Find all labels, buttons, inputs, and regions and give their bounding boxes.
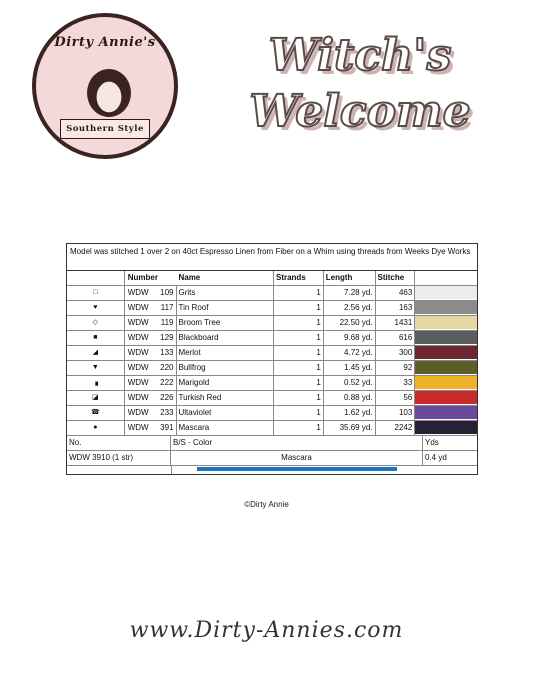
floss-stitches: 1431 <box>376 316 416 330</box>
floss-length: 1.45 yd. <box>324 361 376 375</box>
header-stitches: Stitche <box>376 271 416 285</box>
floss-number: 233 <box>153 406 177 420</box>
floss-strands: 1 <box>274 391 324 405</box>
floss-color-swatch <box>415 301 477 315</box>
floss-color-swatch <box>415 361 477 375</box>
floss-length: 7.28 yd. <box>324 286 376 300</box>
brand-logo <box>32 13 178 159</box>
floss-name: Marigold <box>177 376 275 390</box>
floss-number: 226 <box>153 391 177 405</box>
floss-length: 9.68 yd. <box>324 331 376 345</box>
floss-brand: WDW <box>127 318 149 327</box>
floss-brand: WDW <box>127 303 149 312</box>
floss-symbol: ● <box>67 421 125 435</box>
floss-strands: 1 <box>274 301 324 315</box>
floss-name: Ultaviolet <box>177 406 275 420</box>
floss-brand: WDW <box>127 393 149 402</box>
backstitch-header-color: B/S - Color <box>171 436 423 450</box>
floss-strands: 1 <box>274 346 324 360</box>
floss-stitches: 33 <box>376 376 416 390</box>
floss-rows <box>67 286 477 436</box>
floss-stitches: 103 <box>376 406 416 420</box>
floss-symbol: ▼ <box>67 361 125 375</box>
floss-brand: WDW <box>127 423 149 432</box>
floss-color-swatch <box>415 391 477 405</box>
floss-number: 129 <box>153 331 177 345</box>
floss-symbol: □ <box>67 286 125 300</box>
backstitch-line-swatch <box>197 467 397 471</box>
floss-number: 220 <box>153 361 177 375</box>
floss-length: 1.62 yd. <box>324 406 376 420</box>
floss-length: 0.52 yd. <box>324 376 376 390</box>
floss-brand: WDW <box>127 288 149 297</box>
header-strands: Strands <box>274 271 324 285</box>
stitching-note: Model was stitched 1 over 2 on 40ct Espresso Linen from Fiber on a Whim using threads from Weeks Dye Works <box>67 244 477 271</box>
floss-color-swatch <box>415 316 477 330</box>
floss-strands: 1 <box>274 421 324 435</box>
floss-color-swatch <box>415 421 477 435</box>
floss-row <box>67 421 477 436</box>
floss-stitches: 163 <box>376 301 416 315</box>
floss-name: Bullfrog <box>177 361 275 375</box>
floss-strands: 1 <box>274 286 324 300</box>
floss-key-table <box>66 243 478 475</box>
floss-strands: 1 <box>274 361 324 375</box>
backstitch-header-yds: Yds <box>425 438 439 447</box>
backstitch-number: WDW 3910 (1 str) <box>67 451 171 465</box>
backstitch-line-row <box>67 466 477 474</box>
floss-row <box>67 376 477 391</box>
floss-color-swatch <box>415 331 477 345</box>
copyright-notice: ©Dirty Annie <box>244 500 289 509</box>
backstitch-header-no: No. <box>67 436 171 450</box>
floss-brand: WDW <box>127 333 149 342</box>
floss-row <box>67 286 477 301</box>
floss-length: 35.69 yd. <box>324 421 376 435</box>
floss-row <box>67 406 477 421</box>
floss-symbol: ▗ <box>67 376 125 390</box>
page-title-line-1: Witch's <box>268 30 452 81</box>
floss-number: 109 <box>153 286 177 300</box>
floss-color-swatch <box>415 376 477 390</box>
floss-symbol: ◪ <box>67 391 125 405</box>
backstitch-color-name: Mascara <box>171 451 423 465</box>
table-header-row <box>67 271 477 286</box>
header-symbol <box>67 271 125 285</box>
page-title-line-2: Welcome <box>249 86 471 137</box>
floss-number: 133 <box>153 346 177 360</box>
floss-symbol: ☎ <box>67 406 125 420</box>
backstitch-header-row <box>67 436 477 451</box>
floss-brand: WDW <box>127 408 149 417</box>
floss-stitches: 300 <box>376 346 416 360</box>
floss-length: 2.56 yd. <box>324 301 376 315</box>
floss-name: Broom Tree <box>177 316 275 330</box>
floss-number: 391 <box>153 421 177 435</box>
floss-stitches: 92 <box>376 361 416 375</box>
floss-name: Merlot <box>177 346 275 360</box>
backstitch-row <box>67 451 477 466</box>
backstitch-yards: 0.4 yd <box>425 453 447 462</box>
floss-length: 0.88 yd. <box>324 391 376 405</box>
floss-number: 117 <box>153 301 177 315</box>
floss-row <box>67 316 477 331</box>
floss-row <box>67 331 477 346</box>
floss-strands: 1 <box>274 376 324 390</box>
floss-symbol: ■ <box>67 331 125 345</box>
floss-brand: WDW <box>127 348 149 357</box>
floss-symbol: ◇ <box>67 316 125 330</box>
floss-row <box>67 391 477 406</box>
floss-color-swatch <box>415 406 477 420</box>
floss-row <box>67 361 477 376</box>
floss-strands: 1 <box>274 316 324 330</box>
floss-number: 119 <box>153 316 177 330</box>
floss-stitches: 56 <box>376 391 416 405</box>
floss-brand: WDW <box>127 378 149 387</box>
floss-number: 222 <box>153 376 177 390</box>
logo-tagline: Southern Style <box>60 119 150 139</box>
floss-brand: WDW <box>127 363 149 372</box>
floss-length: 4.72 yd. <box>324 346 376 360</box>
floss-color-swatch <box>415 346 477 360</box>
floss-name: Mascara <box>177 421 275 435</box>
floss-stitches: 2242 <box>376 421 416 435</box>
floss-row <box>67 301 477 316</box>
floss-strands: 1 <box>274 406 324 420</box>
floss-color-swatch <box>415 286 477 300</box>
floss-name: Turkish Red <box>177 391 275 405</box>
header-name: Name <box>176 271 274 285</box>
floss-name: Grits <box>177 286 275 300</box>
header-length: Length <box>324 271 376 285</box>
header-color <box>415 271 477 285</box>
website-url: www.Dirty-Annies.com <box>129 618 404 643</box>
header-number: Number <box>127 273 158 282</box>
floss-name: Tin Roof <box>177 301 275 315</box>
floss-length: 22.50 yd. <box>324 316 376 330</box>
floss-symbol: ♥ <box>67 301 125 315</box>
logo-brand-name: Dirty Annie's <box>54 35 156 50</box>
floss-strands: 1 <box>274 331 324 345</box>
floss-name: Blackboard <box>177 331 275 345</box>
floss-symbol: ◢ <box>67 346 125 360</box>
floss-stitches: 616 <box>376 331 416 345</box>
floss-row <box>67 346 477 361</box>
floss-stitches: 463 <box>376 286 416 300</box>
